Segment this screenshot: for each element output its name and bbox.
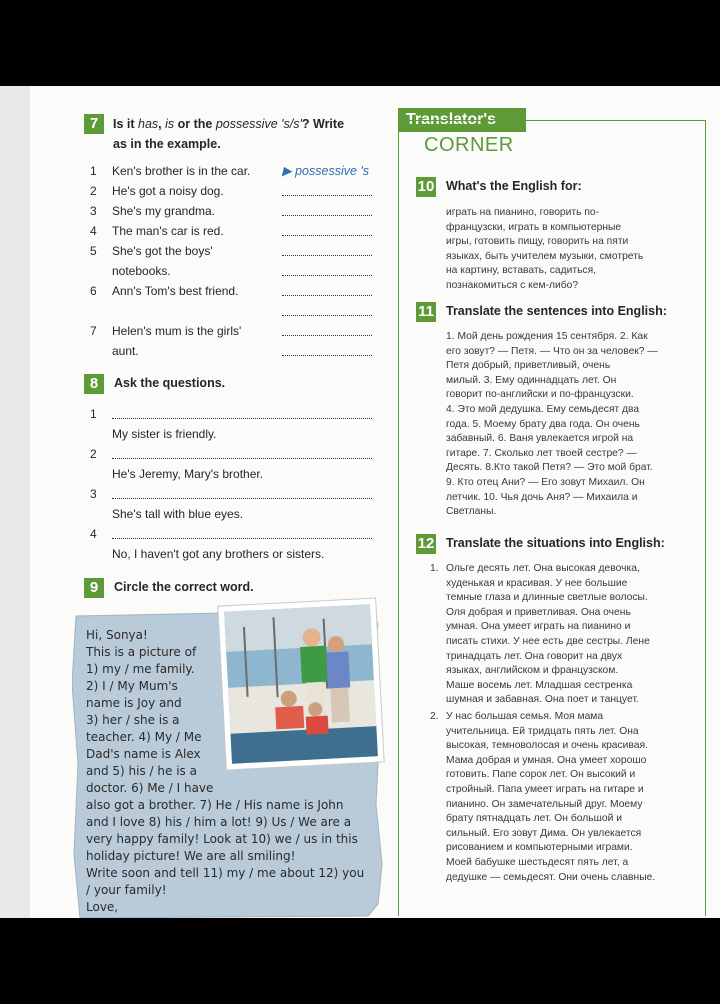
corner-subtitle: CORNER xyxy=(424,134,514,156)
exercise-8-instruction: Ask the questions. xyxy=(114,376,226,390)
situation-2-text: У нас большая семья. Моя мама учительница. Ей тридцать пять лет. Она высокая, темноволосая и очень красивая. Мама добрая и умная. Она умеет хорошо готовить. Папе сорок лет. Он высокий и стройный. Папа умеет играть на гитаре и пианино. Он замечательный друг. Моему брату пятнадцать лет. Он большой и сильный. Его зовут Дима. Он увлекается рисованием и компьютерными играми. Моей бабушке шестьдесят пять лет, а дедушке — семьдесят. Они очень славные. xyxy=(446,711,656,883)
exercise-11-title: Translate the sentences into English: xyxy=(446,304,667,318)
list-item: 4 The man's car is red. xyxy=(90,221,410,241)
list-item: 1 Ken's brother is in the car. ▶ possessive 's xyxy=(90,161,410,181)
question-blank[interactable] xyxy=(112,418,372,419)
list-item: 7 Helen's mum is the girls' xyxy=(90,321,410,341)
letter-text-bottom: also got a brother. 7) He / His name is John and I love 8) his / him a lot! 9) Us / We are a very happy family! Look at 10) we / us in this holiday picture! We are all smiling! Write soon and tell 11) my / me about 12) you / your family! Love, xyxy=(86,798,365,914)
example-answer: ▶ possessive 's xyxy=(282,164,370,178)
question-blank[interactable] xyxy=(112,458,372,459)
answer-blank[interactable] xyxy=(282,335,372,336)
answer-blank[interactable] xyxy=(282,315,372,316)
textbook-page-background xyxy=(0,86,720,918)
list-item: 4 No, I haven't got any brothers or sisters. xyxy=(90,524,390,564)
situation-2-number: 2. xyxy=(430,711,439,722)
answer-blank[interactable] xyxy=(282,295,372,296)
answer-blank[interactable] xyxy=(282,235,372,236)
textbook-page xyxy=(30,86,720,918)
exercise-9-number: 9 xyxy=(84,578,104,598)
exercise-11-text: 1. Мой день рождения 15 сентября. 2. Как его зовут? — Петя. — Что он за человек? — Петя добрый, приветливый, очень милый. 3. Ему одиннадцать лет. Он говорит по-английски и по-французски. 4. Это мой дедушка. Ему семьдесят два года. 5. Моему брату два года. Он очень забавный. 6. Ваня увлекается игрой на гитаре. 7. Сколько лет твоей сестре? — Десять. 8.Кто такой Петя? — Это мой брат. 9. Кто отец Ани? — Его зовут Михаил. Он летчик. 10. Чья дочь Аня? — Михаила и Светланы. xyxy=(446,331,658,518)
exercise-12-number: 12 xyxy=(417,535,435,552)
list-item: 6 Ann's Tom's best friend. xyxy=(90,281,410,301)
exercise-7-number: 7 xyxy=(84,114,104,134)
answer-blank[interactable] xyxy=(282,275,372,276)
list-item: 2 He's got a noisy dog. xyxy=(90,181,410,201)
answer-blank[interactable] xyxy=(282,355,372,356)
exercise-8-list xyxy=(90,404,390,564)
exercise-7-list xyxy=(90,161,410,361)
list-item: notebooks. xyxy=(90,261,410,281)
situation-1-text: Ольге десять лет. Она высокая девочка, худенькая и красивая. У нее большие темные глаза и длинные светлые волосы. Оля добрая и приветливая. Она очень умная. Она умеет играть на пианино и писать стихи. У нее есть две сестры. Лене тринадцать лет. Она говорит на двух языках, английском и французском. Маше восемь лет. Младшая сестренка шумная и забавная. Она поет и танцует. xyxy=(446,563,650,706)
exercise-10-number: 10 xyxy=(417,178,435,195)
exercise-10-title: What's the English for: xyxy=(446,179,582,193)
list-item: aunt. xyxy=(90,341,410,361)
situation-1-number: 1. xyxy=(430,563,439,574)
holiday-family-photo xyxy=(216,594,386,774)
exercise-7-instruction: Is it has, is or the possessive 's/s'? Write as in the example. xyxy=(113,117,345,151)
answer-blank[interactable] xyxy=(282,215,372,216)
list-item: 1 My sister is friendly. xyxy=(90,404,390,444)
question-blank[interactable] xyxy=(112,498,372,499)
answer-blank[interactable] xyxy=(282,195,372,196)
list-item: 5 She's got the boys' xyxy=(90,241,410,261)
list-item: 3 She's tall with blue eyes. xyxy=(90,484,390,524)
list-item: 3 She's my grandma. xyxy=(90,201,410,221)
exercise-11-number: 11 xyxy=(416,302,436,322)
exercise-12-title: Translate the situations into English: xyxy=(446,536,665,550)
list-item xyxy=(90,301,410,321)
exercise-9-instruction: Circle the correct word. xyxy=(114,580,254,594)
question-blank[interactable] xyxy=(112,538,372,539)
answer-blank[interactable] xyxy=(282,255,372,256)
exercise-10-text: играть на пианино, говорить по- французски, играть в компьютерные игры, готовить пищу, говорить на пяти языках, быть учителем музыки, смотреть на картину, вставать, садиться, познакомиться с кем-либо? xyxy=(446,207,644,291)
letter-text-left: Hi, Sonya! This is a picture of 1) my / me family. 2) I / My Mum's name is Joy and 3) her / she is a teacher. 4) My / Me Dad's name is Alex and 5) his / he is a doctor. 6) Me / I have xyxy=(86,628,214,795)
exercise-8-number: 8 xyxy=(84,374,104,394)
list-item: 2 He's Jeremy, Mary's brother. xyxy=(90,444,390,484)
corner-title: Translator's xyxy=(398,108,526,132)
